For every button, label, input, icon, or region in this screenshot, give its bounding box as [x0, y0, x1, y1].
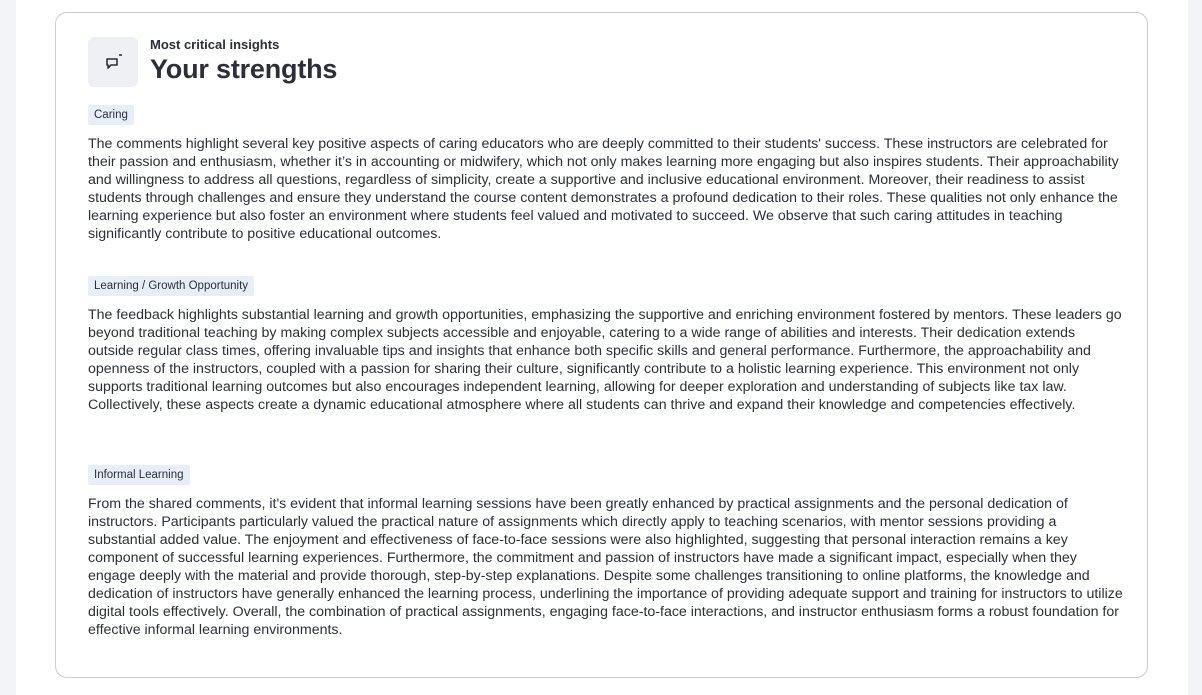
- card-header: [88, 37, 337, 87]
- insight-tag: Learning / Growth Opportunity: [88, 276, 254, 296]
- page-background: [16, 0, 1188, 695]
- insight-text: From the shared comments, it's evident that informal learning sessions have been greatly enhanced by practical assignments and the personal dedication of instructors. Participants particularly valued the practical nature of assignments which directly apply to teaching scenarios, with mentor sessions providing a substantial added value. The enjoyment and effectiveness of face-to-face sessions were also highlighted, suggesting that personal interaction remains a key component of successful learning experiences. Furthermore, the commitment and passion of instructors have made a significant impact, especially when they engage deeply with the material and provide thorough, step-by-step explanations. Despite some challenges transitioning to online platforms, the knowledge and dedication of instructors have generally enhanced the learning process, underlining the importance of providing adequate support and training for instructors to utilize digital tools effectively. Overall, the combination of practical assignments, engaging face-to-face interactions, and instructor enthusiasm forms a robust foundation for effective informal learning environments.: [88, 496, 1123, 638]
- insight-text: The comments highlight several key positive aspects of caring educators who are deeply committed to their students' success. These instructors are celebrated for their passion and enthusiasm, whether it’s in accounting or midwifery, which not only makes learning more engaging but also inspires students. Their approachability and willingness to address all questions, regardless of simplicity, create a supportive and inclusive educational environment. Moreover, their readiness to assist students through challenges and ensure they understand the course content demonstrates a profound dedication to their roles. These qualities not only enhance the learning experience but also foster an environment where students feel valued and motivated to succeed. We observe that such caring attitudes in teaching significantly contribute to positive educational outcomes.: [88, 136, 1119, 242]
- insight-section-informal-learning: [88, 465, 1123, 639]
- insight-text: The feedback highlights substantial learning and growth opportunities, emphasizing the supportive and enriching environment fostered by mentors. These leaders go beyond traditional teaching by making complex subjects accessible and enjoyable, catering to a wide range of abilities and interests. Their dedication extends outside regular class times, offering invaluable tips and insights that enhance both specific skills and general performance. Furthermore, the approachability and openness of the instructors, coupled with a passion for sharing their culture, significantly contribute to a holistic learning experience. This environment not only supports traditional learning outcomes but also encourages independent learning, allowing for deeper exploration and understanding of subjects like tax law. Collectively, these aspects create a dynamic educational atmosphere where all students can thrive and expand their knowledge and competencies effectively.: [88, 307, 1122, 413]
- card-subtitle: Most critical insights: [150, 37, 280, 52]
- insight-section-learning-growth: [88, 276, 1123, 414]
- insight-tag: Informal Learning: [88, 465, 190, 485]
- comment-icon: [88, 37, 138, 87]
- insight-tag: Caring: [88, 105, 134, 125]
- card-title: Your strengths: [150, 54, 338, 84]
- insight-section-caring: [88, 105, 1123, 243]
- strengths-card: [55, 12, 1148, 678]
